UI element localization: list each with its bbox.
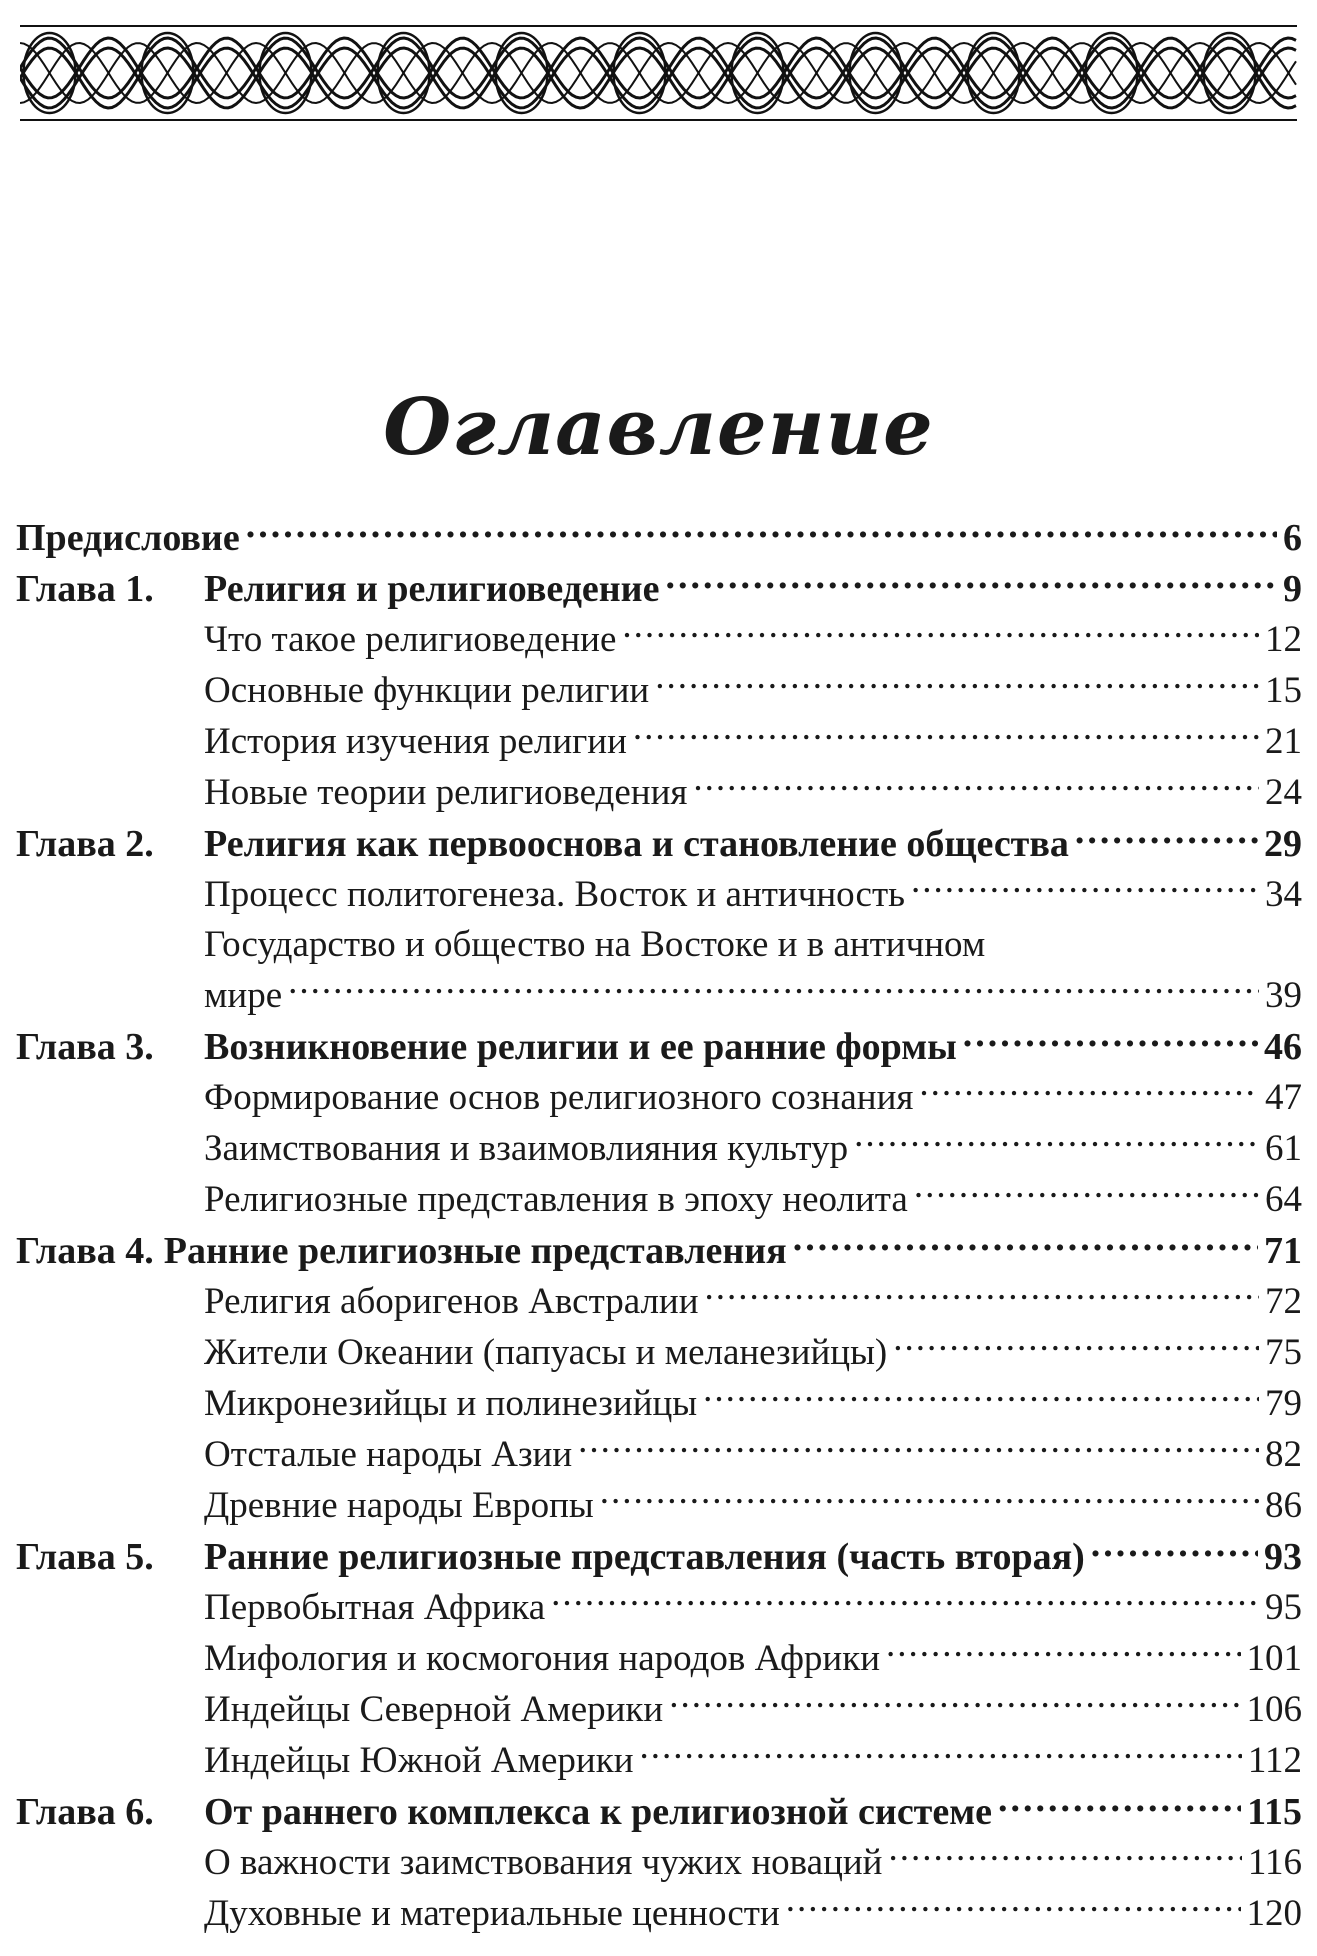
toc-page-number: 24 <box>1265 772 1302 813</box>
toc-chapter-title <box>16 564 659 614</box>
celtic-knot-border-ornament <box>20 18 1297 128</box>
dot-leader <box>854 1123 1259 1160</box>
entry-title-text: От раннего комплекса к религиозной системе <box>204 1791 992 1833</box>
entry-title-text: Индейцы Южной Америки <box>204 1740 634 1781</box>
toc-section-title <box>204 768 687 818</box>
entry-title-text: Ранние религиозные представления <box>163 1230 787 1272</box>
toc-chapter-title <box>16 1532 1085 1582</box>
toc-page-number: 112 <box>1247 1740 1302 1781</box>
entry-title-text: Ранние религиозные представления (часть вторая) <box>204 1536 1085 1578</box>
toc-page-number: 79 <box>1265 1383 1302 1424</box>
toc-section-title <box>204 1277 699 1327</box>
entry-title-text: Формирование основ религиозного сознания <box>204 1077 914 1118</box>
dot-leader <box>578 1429 1259 1466</box>
toc-page-number: 116 <box>1247 1842 1302 1883</box>
toc-section-title <box>204 1838 882 1888</box>
toc-chapter-entry[interactable] <box>16 563 1302 614</box>
entry-title-text: Мифология и космогония народов Африки <box>204 1638 880 1679</box>
toc-section-entry[interactable] <box>16 1174 1302 1225</box>
toc-section-title <box>204 1124 848 1174</box>
dot-leader <box>888 1837 1241 1874</box>
chapter-number-label: Глава 4. <box>16 1230 154 1272</box>
toc-section-entry[interactable] <box>16 665 1302 716</box>
toc-section-entry[interactable] <box>16 1072 1302 1123</box>
dot-leader <box>705 1276 1259 1313</box>
toc-page-number: 93 <box>1264 1536 1302 1578</box>
entry-title-text: Предисловие <box>16 517 240 559</box>
toc-section-title <box>204 870 905 920</box>
toc-page-number: 15 <box>1265 670 1302 711</box>
toc-section-title <box>204 717 627 767</box>
chapter-number-label: Глава 6. <box>16 1791 154 1833</box>
toc-section-entry[interactable] <box>16 1480 1302 1531</box>
entry-title-text: Новые теории религиоведения <box>204 772 688 813</box>
toc-chapter-title <box>16 513 240 563</box>
toc-section-entry[interactable] <box>16 1735 1302 1786</box>
toc-section-entry[interactable] <box>16 1276 1302 1327</box>
toc-page-number: 106 <box>1246 1689 1302 1730</box>
toc-section-title <box>204 1634 880 1684</box>
entry-title-text: Религия как первооснова и становление общества <box>204 823 1069 865</box>
entry-title-text: Микронезийцы и полинезийцы <box>204 1383 698 1424</box>
toc-page-number: 72 <box>1265 1281 1302 1322</box>
dot-leader <box>998 1786 1241 1824</box>
entry-title-text: Древние народы Европы <box>204 1485 594 1526</box>
dot-leader <box>963 1021 1258 1059</box>
toc-section-entry[interactable] <box>16 1327 1302 1378</box>
dot-leader <box>911 869 1259 906</box>
toc-page-number: 120 <box>1246 1893 1302 1934</box>
entry-title-text: О важности заимствования чужих новаций <box>204 1842 883 1883</box>
toc-page-number: 21 <box>1265 721 1302 762</box>
page-title: Оглавление <box>383 382 934 474</box>
toc-chapter-title <box>16 819 1069 869</box>
toc-section-entry[interactable] <box>16 1684 1302 1735</box>
chapter-number-label: Глава 5. <box>16 1536 154 1578</box>
entry-title-text: Религиозные представления в эпоху неолита <box>204 1179 908 1220</box>
entry-title-text: Основные функции религии <box>204 670 650 711</box>
dot-leader <box>633 716 1259 753</box>
toc-chapter-entry[interactable] <box>16 1225 1302 1276</box>
toc-page-number: 9 <box>1283 568 1302 610</box>
dot-leader <box>919 1072 1259 1109</box>
dot-leader <box>703 1378 1259 1415</box>
toc-section-entry[interactable] <box>16 1837 1302 1888</box>
toc-page-number: 101 <box>1246 1638 1302 1679</box>
dot-leader <box>914 1174 1259 1211</box>
toc-section-entry[interactable] <box>16 1378 1302 1429</box>
toc-chapter-entry[interactable] <box>16 1021 1302 1072</box>
entry-title-text: Жители Океании (папуасы и меланезийцы) <box>204 1332 888 1373</box>
toc-section-title <box>204 1736 634 1786</box>
toc-page-number: 75 <box>1265 1332 1302 1373</box>
toc-page-number: 39 <box>1265 975 1302 1016</box>
toc-section-title <box>204 1073 913 1123</box>
entry-title-text: Религия и религиоведение <box>204 568 660 610</box>
toc-page-number: 47 <box>1265 1077 1302 1118</box>
toc-chapter-title <box>16 1022 957 1072</box>
toc-section-title <box>204 615 616 665</box>
toc-section-title-line1: Государство и общество на Востоке и в античном <box>204 924 986 965</box>
dot-leader <box>622 614 1259 651</box>
dot-leader <box>893 1327 1259 1364</box>
dot-leader <box>693 767 1259 804</box>
toc-page-number: 61 <box>1265 1128 1302 1169</box>
toc-section-title <box>204 1481 594 1531</box>
dot-leader <box>246 512 1277 550</box>
dot-leader <box>655 665 1259 702</box>
toc-section-title <box>204 1685 663 1735</box>
toc-section-entry[interactable] <box>16 920 1302 970</box>
toc-section-title <box>204 1889 780 1939</box>
toc-page-number: 29 <box>1264 823 1302 865</box>
toc-section-entry-continuation[interactable] <box>16 970 1302 1021</box>
toc-section-entry[interactable] <box>16 716 1302 767</box>
toc-chapter-entry[interactable] <box>16 818 1302 869</box>
toc-section-title <box>204 1430 572 1480</box>
entry-title-text: Что такое религиоведение <box>204 619 617 660</box>
dot-leader <box>665 563 1277 601</box>
toc-page-number: 12 <box>1265 619 1302 660</box>
toc-chapter-title <box>16 1226 787 1276</box>
toc-section-entry[interactable] <box>16 1429 1302 1480</box>
entry-title-text: История изучения религии <box>204 721 627 762</box>
toc-chapter-title <box>16 1787 992 1837</box>
entry-title-text: Возникновение религии и ее ранние формы <box>204 1026 957 1068</box>
dot-leader <box>1091 1531 1258 1569</box>
chapter-number-label: Глава 1. <box>16 568 154 610</box>
entry-title-text: Отсталые народы Азии <box>204 1434 573 1475</box>
dot-leader <box>793 1225 1258 1263</box>
toc-page-number: 82 <box>1265 1434 1302 1475</box>
toc-chapter-entry[interactable] <box>16 512 1302 563</box>
chapter-number-label: Глава 2. <box>16 823 154 865</box>
toc-page-number: 95 <box>1265 1587 1302 1628</box>
entry-title-text: Религия аборигенов Австралии <box>204 1281 699 1322</box>
dot-leader <box>786 1888 1241 1925</box>
toc-section-entry[interactable] <box>16 1123 1302 1174</box>
toc-page-number: 86 <box>1265 1485 1302 1526</box>
toc-section-entry[interactable] <box>16 1888 1302 1939</box>
table-of-contents <box>16 512 1302 1939</box>
dot-leader <box>551 1582 1259 1619</box>
toc-section-entry[interactable] <box>16 1582 1302 1633</box>
toc-page-number: 71 <box>1264 1230 1302 1272</box>
toc-page-number: 46 <box>1264 1026 1302 1068</box>
entry-title-text: Заимствования и взаимовлияния культур <box>204 1128 849 1169</box>
dot-leader <box>669 1684 1240 1721</box>
toc-section-entry[interactable] <box>16 614 1302 665</box>
dot-leader <box>600 1480 1259 1517</box>
toc-page-number: 115 <box>1247 1791 1302 1833</box>
entry-title-text: Процесс политогенеза. Восток и античность <box>204 874 906 915</box>
entry-title-text: Первобытная Африка <box>204 1587 546 1628</box>
toc-section-entry[interactable] <box>16 869 1302 920</box>
toc-chapter-entry[interactable] <box>16 1531 1302 1582</box>
chapter-number-label: Глава 3. <box>16 1026 154 1068</box>
toc-section-title <box>204 666 649 716</box>
toc-section-title <box>204 1379 697 1429</box>
toc-section-title <box>204 1175 908 1225</box>
toc-page-number: 34 <box>1265 874 1302 915</box>
dot-leader <box>1075 818 1258 856</box>
toc-section-title <box>204 1583 545 1633</box>
dot-leader <box>640 1735 1242 1772</box>
dot-leader <box>886 1633 1241 1670</box>
toc-section-title-line2: мире <box>204 975 283 1016</box>
entry-title-text: Духовные и материальные ценности <box>204 1893 780 1934</box>
dot-leader <box>288 970 1259 1007</box>
entry-title-text: Индейцы Северной Америки <box>204 1689 664 1730</box>
toc-page-number: 64 <box>1265 1179 1302 1220</box>
toc-page-number: 6 <box>1283 517 1302 559</box>
toc-section-entry[interactable] <box>16 767 1302 818</box>
toc-section-entry[interactable] <box>16 1633 1302 1684</box>
toc-section-title <box>204 1328 887 1378</box>
toc-chapter-entry[interactable] <box>16 1786 1302 1837</box>
